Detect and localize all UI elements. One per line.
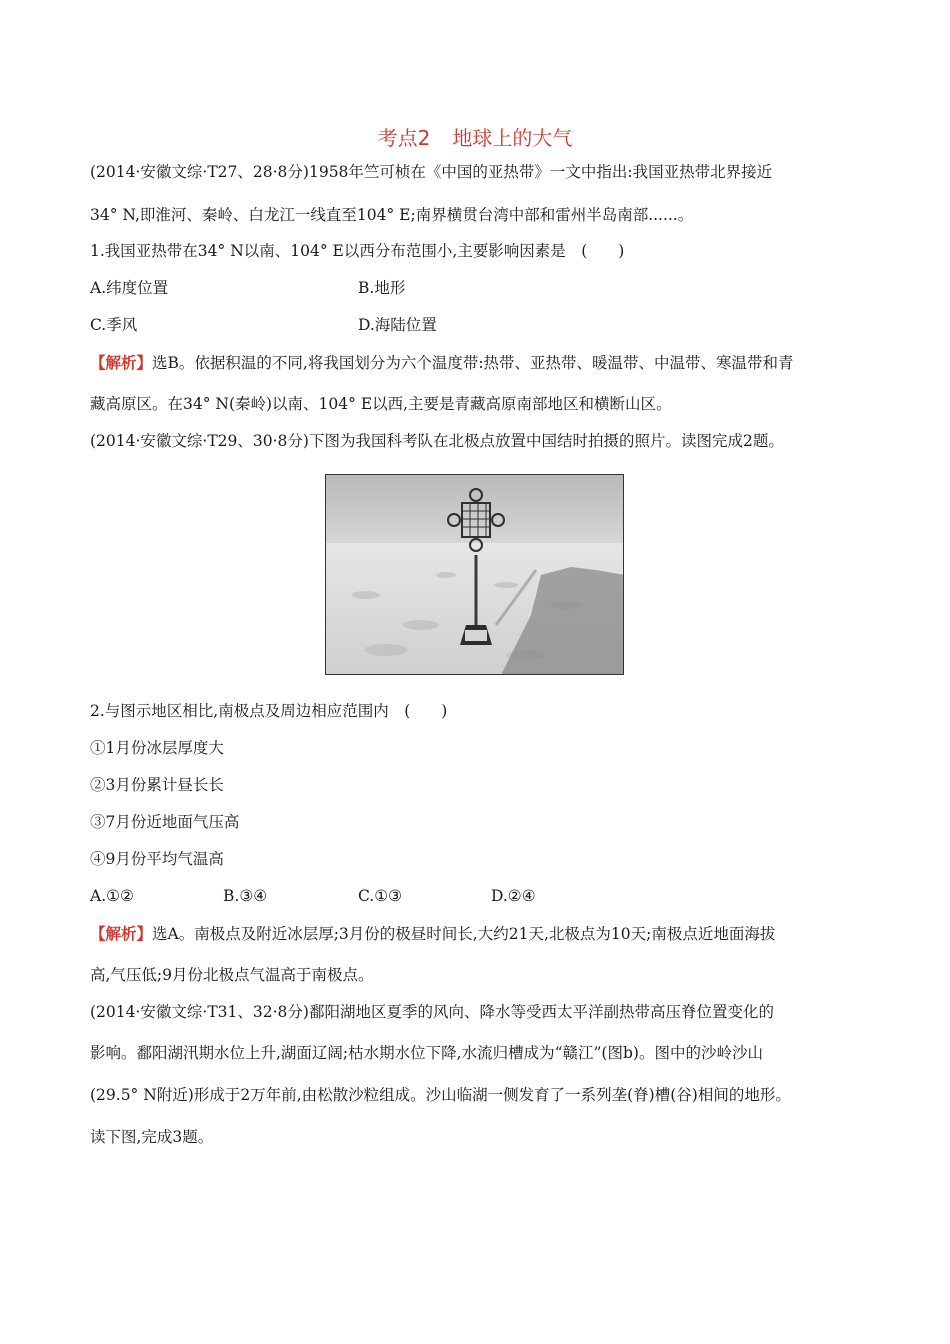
intro-2-line-1: (2014·安徽文综·T29、30·8分)下图为我国科考队在北极点放置中国结时拍摄的照片。读图完成2题。: [90, 432, 784, 450]
analysis-1-tag: 【解析】: [90, 354, 153, 372]
page-title: [0, 122, 950, 151]
analysis-1-line-1: [90, 353, 794, 373]
question-1-option-c: C.季风: [90, 316, 138, 334]
question-2-item-1: ①1月份冰层厚度大: [90, 739, 224, 757]
question-1-option-d: D.海陆位置: [358, 316, 437, 334]
analysis-2-line-1: [90, 924, 775, 944]
question-2-option-b: B.③④: [223, 887, 268, 905]
question-1-stem: 1.我国亚热带在34° N以南、104° E以西分布范围小,主要影响因素是 ( ): [90, 242, 625, 260]
question-2-item-3: ③7月份近地面气压高: [90, 813, 240, 831]
question-1-option-b: B.地形: [358, 279, 406, 297]
question-2-option-c: C.①③: [358, 887, 403, 905]
analysis-2-tag: 【解析】: [90, 925, 153, 943]
question-2-option-a: A.①②: [90, 887, 134, 905]
question-2-item-4: ④9月份平均气温高: [90, 850, 224, 868]
question-1-option-a: A.纬度位置: [90, 279, 169, 297]
north-pole-photo: [325, 474, 624, 675]
analysis-1-line-2: 藏高原区。在34° N(秦岭)以南、104° E以西,主要是青藏高原南部地区和横断山区。: [90, 395, 672, 413]
question-2-item-2: ②3月份累计昼长长: [90, 776, 224, 794]
intro-1-line-1: (2014·安徽文综·T27、28·8分)1958年竺可桢在《中国的亚热带》一文中指出:我国亚热带北界接近: [90, 163, 773, 181]
title-number: 考点2: [377, 126, 431, 150]
intro-1-line-2: 34° N,即淮河、秦岭、白龙江一线直至104° E;南界横贯台湾中部和雷州半岛南部......。: [90, 206, 694, 224]
question-2-option-d: D.②④: [491, 887, 536, 905]
analysis-1-text: 选B。依据积温的不同,将我国划分为六个温度带:热带、亚热带、暖温带、中温带、寒温带和青: [152, 354, 794, 372]
question-2-stem: 2.与图示地区相比,南极点及周边相应范围内 ( ): [90, 702, 448, 720]
intro-3-line-2: 影响。鄱阳湖汛期水位上升,湖面辽阔;枯水期水位下降,水流归槽成为“赣江”(图b)。图中的沙岭沙山: [90, 1044, 763, 1062]
intro-3-line-1: (2014·安徽文综·T31、32·8分)鄱阳湖地区夏季的风向、降水等受西太平洋副热带高压脊位置变化的: [90, 1003, 774, 1021]
title-text: 地球上的大气: [452, 126, 573, 150]
analysis-2-text: 选A。南极点及附近冰层厚;3月份的极昼时间长,大约21天,北极点为10天;南极点近地面海拔: [152, 925, 776, 943]
intro-3-line-4: 读下图,完成3题。: [90, 1128, 214, 1146]
intro-3-line-3: (29.5° N附近)形成于2万年前,由松散沙粒组成。沙山临湖一侧发育了一系列垄(脊)槽(谷)相间的地形。: [90, 1086, 791, 1104]
analysis-2-line-2: 高,气压低;9月份北极点气温高于南极点。: [90, 966, 374, 984]
